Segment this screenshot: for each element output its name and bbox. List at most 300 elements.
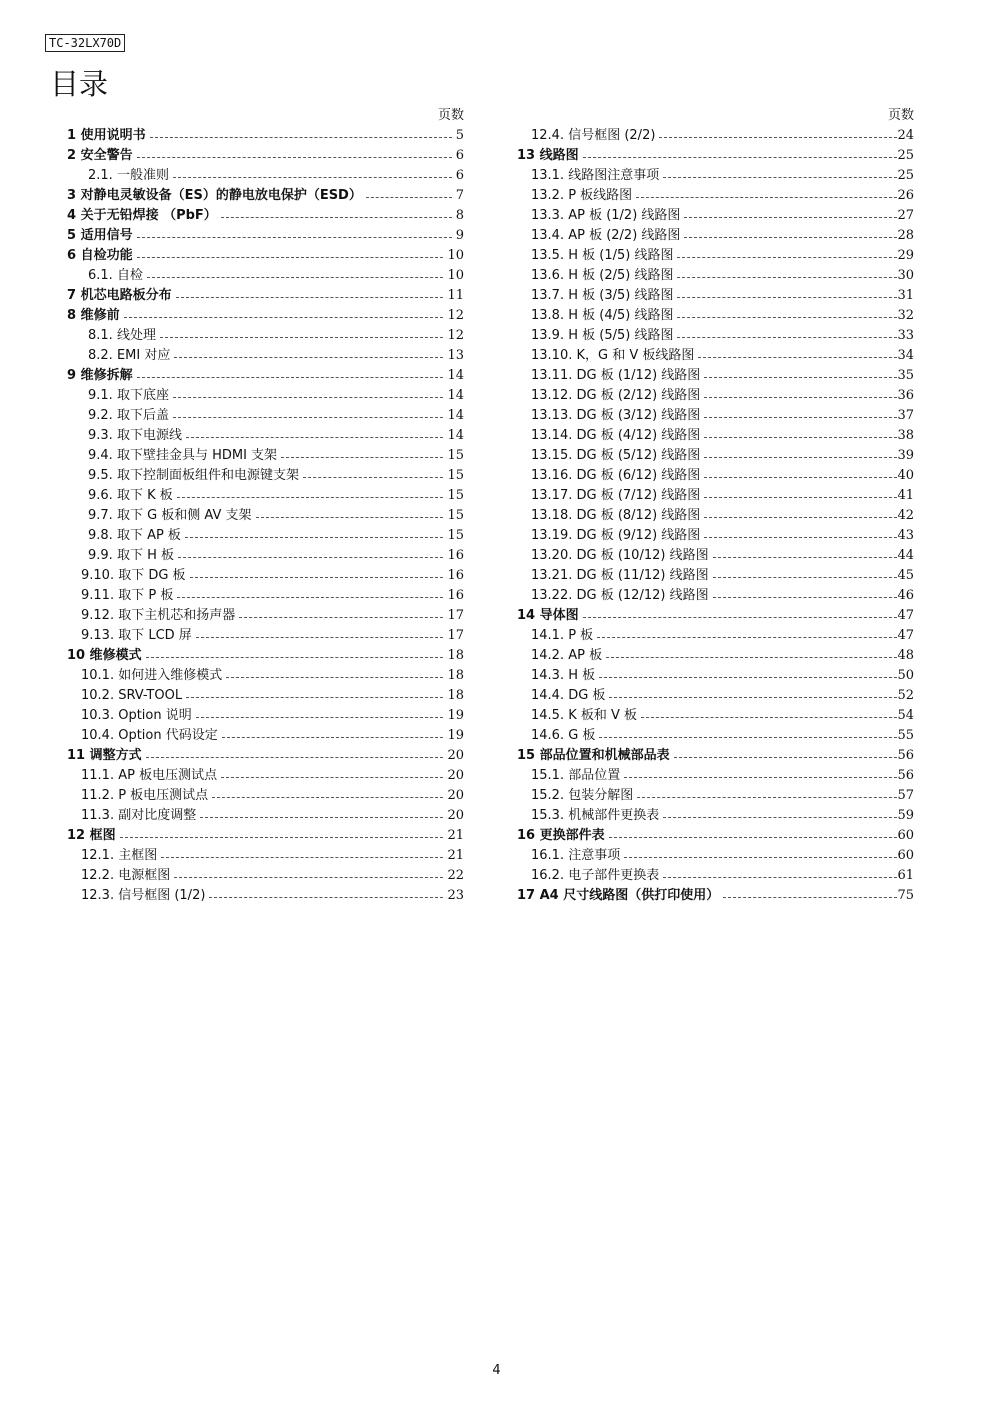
- dot-leader: [161, 856, 443, 858]
- toc-entry[interactable]: [62, 666, 464, 686]
- dot-leader: [624, 776, 897, 778]
- toc-entry-title: 13.17. DG 板 (7/12) 线路图: [531, 488, 701, 503]
- toc-entry[interactable]: [512, 306, 914, 326]
- toc-entry[interactable]: [62, 206, 464, 226]
- dot-leader: [684, 236, 897, 238]
- dot-leader: [713, 576, 898, 578]
- toc-entry[interactable]: [512, 706, 914, 726]
- dot-leader: [641, 716, 897, 718]
- dot-leader: [713, 596, 898, 598]
- toc-entry-title: 13.15. DG 板 (5/12) 线路图: [531, 448, 701, 463]
- toc-entry[interactable]: [512, 546, 914, 566]
- dot-leader: [186, 696, 443, 698]
- dot-leader: [677, 256, 897, 258]
- toc-entry-page: 19: [447, 728, 464, 743]
- dot-leader: [200, 816, 443, 818]
- toc-entry-title: 10.3. Option 说明: [81, 708, 192, 723]
- toc-entry-page: 16: [447, 588, 464, 603]
- toc-entry[interactable]: [512, 486, 914, 506]
- toc-entry[interactable]: [512, 606, 914, 626]
- dot-leader: [609, 696, 897, 698]
- toc-entry[interactable]: [62, 166, 464, 186]
- dot-leader: [174, 356, 443, 358]
- toc-entry[interactable]: [62, 706, 464, 726]
- toc-entry-title: 9.9. 取下 H 板: [88, 548, 174, 563]
- toc-entry-title: 9 维修拆解: [67, 368, 133, 383]
- dot-leader: [137, 236, 452, 238]
- dot-leader: [174, 876, 443, 878]
- toc-entry-page: 14: [447, 368, 464, 383]
- toc-entry[interactable]: [62, 266, 464, 286]
- toc-entry-title: 13.21. DG 板 (11/12) 线路图: [531, 568, 709, 583]
- toc-entry-page: 36: [897, 388, 914, 403]
- toc-entry-title: 12 框图: [67, 828, 116, 843]
- toc-entry[interactable]: [62, 466, 464, 486]
- toc-entry-page: 18: [447, 668, 464, 683]
- toc-entry-page: 22: [447, 868, 464, 883]
- toc-entry-title: 13.2. P 板线路图: [531, 188, 633, 203]
- dot-leader: [659, 136, 897, 138]
- toc-entry-title: 13.13. DG 板 (3/12) 线路图: [531, 408, 701, 423]
- toc-entry-page: 6: [455, 148, 464, 163]
- dot-leader: [124, 316, 444, 318]
- toc-entry-page: 60: [897, 848, 914, 863]
- toc-entry[interactable]: [512, 386, 914, 406]
- toc-entry-title: 12.2. 电源框图: [81, 868, 171, 883]
- toc-entry-page: 34: [897, 348, 914, 363]
- dot-leader: [704, 396, 897, 398]
- toc-entry-title: 10.4. Option 代码设定: [81, 728, 218, 743]
- dot-leader: [176, 296, 444, 298]
- toc-entry[interactable]: [512, 366, 914, 386]
- page-title: 目录: [50, 67, 109, 101]
- dot-leader: [606, 656, 897, 658]
- toc-entry[interactable]: [512, 506, 914, 526]
- toc-entry-page: 5: [455, 128, 464, 143]
- dot-leader: [150, 136, 452, 138]
- toc-entry-page: 75: [897, 888, 914, 903]
- dot-leader: [704, 536, 897, 538]
- toc-entry-page: 55: [897, 728, 914, 743]
- toc-entry[interactable]: [62, 446, 464, 466]
- toc-entry-title: 1 使用说明书: [67, 128, 146, 143]
- toc-entry-page: 54: [897, 708, 914, 723]
- toc-entry-page: 45: [897, 568, 914, 583]
- toc-entry-page: 16: [447, 548, 464, 563]
- toc-entry-title: 11.1. AP 板电压测试点: [81, 768, 218, 783]
- toc-entry-page: 41: [897, 488, 914, 503]
- toc-entry-page: 12: [447, 328, 464, 343]
- dot-leader: [704, 416, 897, 418]
- toc-entry-title: 11.2. P 板电压测试点: [81, 788, 209, 803]
- toc-entry[interactable]: [512, 746, 914, 766]
- toc-entry-page: 15: [447, 488, 464, 503]
- toc-entry-title: 7 机芯电路板分布: [67, 288, 172, 303]
- toc-entry-page: 20: [447, 788, 464, 803]
- toc-entry[interactable]: [62, 526, 464, 546]
- dot-leader: [137, 156, 452, 158]
- toc-entry[interactable]: [512, 786, 914, 806]
- toc-entry[interactable]: [62, 606, 464, 626]
- dot-leader: [239, 616, 443, 618]
- dot-leader: [196, 716, 444, 718]
- toc-entry[interactable]: [62, 586, 464, 606]
- toc-entry[interactable]: [512, 566, 914, 586]
- toc-entry-page: 26: [897, 188, 914, 203]
- toc-entry[interactable]: [62, 386, 464, 406]
- toc-entry[interactable]: [62, 286, 464, 306]
- toc-entry-page: 20: [447, 748, 464, 763]
- toc-entry-title: 2 安全警告: [67, 148, 133, 163]
- toc-entry[interactable]: [62, 886, 464, 906]
- toc-entry-page: 56: [897, 768, 914, 783]
- toc-entry-title: 14.2. AP 板: [531, 648, 603, 663]
- toc-entry-title: 9.4. 取下壁挂金具与 HDMI 支架: [88, 448, 278, 463]
- toc-entry-title: 13.20. DG 板 (10/12) 线路图: [531, 548, 709, 563]
- toc-entry-page: 31: [897, 288, 914, 303]
- dot-leader: [674, 756, 898, 758]
- toc-entry[interactable]: [62, 746, 464, 766]
- model-number-box: TC-32LX70D: [45, 34, 125, 52]
- dot-leader: [684, 216, 897, 218]
- toc-entry[interactable]: [62, 246, 464, 266]
- toc-entry[interactable]: [512, 766, 914, 786]
- toc-entry[interactable]: [512, 286, 914, 306]
- toc-entry-page: 37: [897, 408, 914, 423]
- toc-entry[interactable]: [512, 326, 914, 346]
- toc-entry[interactable]: [62, 146, 464, 166]
- toc-entry-title: 5 适用信号: [67, 228, 133, 243]
- toc-entry-page: 24: [897, 128, 914, 143]
- toc-entry[interactable]: [512, 726, 914, 746]
- toc-entry-page: 10: [447, 268, 464, 283]
- toc-entry-title: 9.6. 取下 K 板: [88, 488, 173, 503]
- toc-entry-page: 21: [447, 848, 464, 863]
- toc-entry-page: 14: [447, 408, 464, 423]
- dot-leader: [704, 436, 897, 438]
- toc-entry-title: 10.2. SRV-TOOL: [81, 688, 183, 703]
- toc-entry-title: 9.1. 取下底座: [88, 388, 169, 403]
- dot-leader: [173, 396, 444, 398]
- toc-entry-page: 20: [447, 768, 464, 783]
- toc-entry[interactable]: [512, 446, 914, 466]
- dot-leader: [226, 676, 443, 678]
- toc-entry[interactable]: [512, 846, 914, 866]
- toc-entry-page: 29: [897, 248, 914, 263]
- dot-leader: [704, 496, 897, 498]
- dot-leader: [147, 276, 444, 278]
- toc-entry[interactable]: [62, 566, 464, 586]
- toc-entry-title: 9.11. 取下 P 板: [81, 588, 174, 603]
- dot-leader: [677, 296, 897, 298]
- dot-leader: [599, 736, 897, 738]
- toc-entry[interactable]: [512, 186, 914, 206]
- toc-entry-page: 6: [455, 168, 464, 183]
- toc-entry[interactable]: [62, 646, 464, 666]
- toc-entry-page: 14: [447, 388, 464, 403]
- dot-leader: [677, 316, 897, 318]
- toc-entry-page: 47: [897, 628, 914, 643]
- dot-leader: [636, 196, 897, 198]
- toc-entry-page: 27: [897, 208, 914, 223]
- dot-leader: [173, 416, 444, 418]
- dot-leader: [704, 456, 897, 458]
- toc-entry-page: 16: [447, 568, 464, 583]
- toc-entry-title: 14.1. P 板: [531, 628, 594, 643]
- toc-entry[interactable]: [512, 266, 914, 286]
- toc-entry[interactable]: [62, 326, 464, 346]
- dot-leader: [663, 876, 897, 878]
- toc-entry[interactable]: [512, 346, 914, 366]
- toc-entry-page: 47: [897, 608, 914, 623]
- toc-entry-title: 13.14. DG 板 (4/12) 线路图: [531, 428, 701, 443]
- toc-entry-title: 9.3. 取下电源线: [88, 428, 182, 443]
- toc-entry-title: 15.1. 部品位置: [531, 768, 621, 783]
- toc-entry[interactable]: [62, 346, 464, 366]
- toc-entry-page: 39: [897, 448, 914, 463]
- toc-entry-title: 15.2. 包装分解图: [531, 788, 634, 803]
- toc-entry[interactable]: [512, 586, 914, 606]
- dot-leader: [597, 636, 897, 638]
- toc-entry-page: 21: [447, 828, 464, 843]
- dot-leader: [222, 736, 444, 738]
- dot-leader: [120, 836, 444, 838]
- toc-entry[interactable]: [512, 826, 914, 846]
- toc-entry-title: 13.18. DG 板 (8/12) 线路图: [531, 508, 701, 523]
- dot-leader: [583, 616, 898, 618]
- toc-entry-title: 14 导体图: [517, 608, 579, 623]
- toc-entry-title: 11.3. 副对比度调整: [81, 808, 197, 823]
- toc-entry[interactable]: [62, 126, 464, 146]
- page-column-header: 页数: [887, 108, 914, 123]
- toc-entry-title: 13.8. H 板 (4/5) 线路图: [531, 308, 674, 323]
- toc-entry-page: 61: [897, 868, 914, 883]
- toc-entry-title: 12.3. 信号框图 (1/2): [81, 888, 206, 903]
- toc-entry-title: 13.1. 线路图注意事项: [531, 168, 660, 183]
- toc-entry-page: 56: [897, 748, 914, 763]
- toc-entry-title: 15 部品位置和机械部品表: [517, 748, 670, 763]
- toc-entry-page: 30: [897, 268, 914, 283]
- toc-entry[interactable]: [62, 726, 464, 746]
- toc-entry-title: 12.1. 主框图: [81, 848, 158, 863]
- toc-entry-page: 8: [455, 208, 464, 223]
- toc-entry-page: 46: [897, 588, 914, 603]
- toc-entry-page: 17: [447, 628, 464, 643]
- dot-leader: [209, 896, 443, 898]
- toc-entry-title: 13.22. DG 板 (12/12) 线路图: [531, 588, 709, 603]
- toc-entry-title: 6 自检功能: [67, 248, 133, 263]
- toc-entry-page: 7: [455, 188, 464, 203]
- toc-entry[interactable]: [512, 426, 914, 446]
- toc-entry-page: 50: [897, 668, 914, 683]
- toc-entry[interactable]: [512, 806, 914, 826]
- toc-entry[interactable]: [512, 686, 914, 706]
- toc-entry-page: 9: [455, 228, 464, 243]
- toc-entry-page: 48: [897, 648, 914, 663]
- toc-entry[interactable]: [62, 306, 464, 326]
- toc-entry[interactable]: [512, 206, 914, 226]
- toc-entry[interactable]: [62, 546, 464, 566]
- toc-entry-title: 15.3. 机械部件更换表: [531, 808, 660, 823]
- toc-entry-title: 9.2. 取下后盖: [88, 408, 169, 423]
- toc-entry-title: 14.5. K 板和 V 板: [531, 708, 638, 723]
- toc-entry-title: 14.4. DG 板: [531, 688, 606, 703]
- toc-entry[interactable]: [62, 486, 464, 506]
- toc-entry-page: 13: [447, 348, 464, 363]
- toc-entry-title: 14.6. G 板: [531, 728, 596, 743]
- toc-entry-page: 43: [897, 528, 914, 543]
- dot-leader: [177, 496, 444, 498]
- toc-entry-title: 16 更换部件表: [517, 828, 605, 843]
- toc-entry-page: 44: [897, 548, 914, 563]
- dot-leader: [146, 656, 444, 658]
- toc-entry-title: 9.12. 取下主机芯和扬声器: [81, 608, 236, 623]
- toc-entry-title: 13 线路图: [517, 148, 579, 163]
- toc-entry-page: 32: [897, 308, 914, 323]
- toc-entry-page: 52: [897, 688, 914, 703]
- toc-entry-title: 13.19. DG 板 (9/12) 线路图: [531, 528, 701, 543]
- toc-entry[interactable]: [62, 226, 464, 246]
- toc-entry-page: 60: [897, 828, 914, 843]
- toc-entry-title: 9.13. 取下 LCD 屏: [81, 628, 192, 643]
- toc-entry-title: 9.5. 取下控制面板组件和电源键支架: [88, 468, 299, 483]
- toc-entry[interactable]: [512, 166, 914, 186]
- toc-entry-title: 8 维修前: [67, 308, 120, 323]
- dot-leader: [663, 176, 897, 178]
- toc-entry[interactable]: [62, 866, 464, 886]
- toc-entry-page: 23: [447, 888, 464, 903]
- toc-entry-title: 8.2. EMI 对应: [88, 348, 171, 363]
- dot-leader: [637, 796, 897, 798]
- toc-entry[interactable]: [62, 506, 464, 526]
- toc-entry[interactable]: [62, 766, 464, 786]
- toc-entry-page: 59: [897, 808, 914, 823]
- toc-entry-title: 10.1. 如何进入维修模式: [81, 668, 223, 683]
- dot-leader: [196, 636, 444, 638]
- dot-leader: [256, 516, 444, 518]
- toc-entry-title: 16.2. 电子部件更换表: [531, 868, 660, 883]
- toc-entry[interactable]: [512, 526, 914, 546]
- dot-leader: [677, 276, 897, 278]
- toc-entry-page: 25: [897, 168, 914, 183]
- dot-leader: [713, 556, 898, 558]
- toc-entry[interactable]: [62, 366, 464, 386]
- toc-entry[interactable]: [62, 426, 464, 446]
- toc-entry[interactable]: [62, 846, 464, 866]
- toc-entry-title: 10 维修模式: [67, 648, 142, 663]
- dot-leader: [723, 896, 897, 898]
- toc-entry-title: 9.8. 取下 AP 板: [88, 528, 181, 543]
- dot-leader: [704, 476, 897, 478]
- toc-column-right: [512, 106, 914, 906]
- dot-leader: [599, 676, 897, 678]
- toc-entry-page: 42: [897, 508, 914, 523]
- toc-entry[interactable]: [62, 826, 464, 846]
- dot-leader: [137, 376, 444, 378]
- toc-entry-page: 20: [447, 808, 464, 823]
- toc-entry[interactable]: [512, 866, 914, 886]
- toc-entry[interactable]: [512, 666, 914, 686]
- toc-entry-title: 13.7. H 板 (3/5) 线路图: [531, 288, 674, 303]
- dot-leader: [178, 556, 443, 558]
- dot-leader: [137, 256, 444, 258]
- toc-entry-page: 18: [447, 688, 464, 703]
- toc-entry[interactable]: [62, 186, 464, 206]
- toc-entry-title: 16.1. 注意事项: [531, 848, 621, 863]
- toc-entry-title: 4 关于无铅焊接 （PbF）: [67, 208, 217, 223]
- dot-leader: [185, 536, 444, 538]
- dot-leader: [303, 476, 444, 478]
- toc-entry-page: 15: [447, 528, 464, 543]
- toc-entry[interactable]: [512, 646, 914, 666]
- toc-entry-title: 13.11. DG 板 (1/12) 线路图: [531, 368, 701, 383]
- toc-entry-title: 13.3. AP 板 (1/2) 线路图: [531, 208, 681, 223]
- dot-leader: [212, 796, 443, 798]
- dot-leader: [698, 356, 897, 358]
- toc-entry-title: 13.12. DG 板 (2/12) 线路图: [531, 388, 701, 403]
- toc-entry-page: 35: [897, 368, 914, 383]
- toc-entry[interactable]: [512, 146, 914, 166]
- toc-entry[interactable]: [62, 626, 464, 646]
- toc-entry-title: 17 A4 尺寸线路图（供打印使用）: [517, 888, 720, 903]
- toc-entry-title: 8.1. 线处理: [88, 328, 156, 343]
- toc-entry[interactable]: [512, 886, 914, 906]
- toc-entry-title: 11 调整方式: [67, 748, 142, 763]
- toc-entry[interactable]: [512, 466, 914, 486]
- toc-entry-page: 57: [897, 788, 914, 803]
- toc-entry-page: 33: [897, 328, 914, 343]
- page-column-header: 页数: [437, 108, 464, 123]
- dot-leader: [583, 156, 898, 158]
- toc-entry-title: 12.4. 信号框图 (2/2): [531, 128, 656, 143]
- dot-leader: [221, 776, 443, 778]
- toc-column-left: [62, 106, 464, 906]
- toc-entry[interactable]: [512, 126, 914, 146]
- toc-entry-title: 9.10. 取下 DG 板: [81, 568, 186, 583]
- toc-entry-title: 13.4. AP 板 (2/2) 线路图: [531, 228, 681, 243]
- toc-entry[interactable]: [512, 226, 914, 246]
- dot-leader: [146, 756, 444, 758]
- toc-entry-page: 38: [897, 428, 914, 443]
- toc-entry-title: 6.1. 自检: [88, 268, 143, 283]
- dot-leader: [173, 176, 452, 178]
- dot-leader: [366, 196, 452, 198]
- dot-leader: [160, 336, 444, 338]
- dot-leader: [221, 216, 452, 218]
- dot-leader: [624, 856, 897, 858]
- toc-entry[interactable]: [62, 806, 464, 826]
- toc-entry-page: 15: [447, 508, 464, 523]
- toc-entry-page: 15: [447, 468, 464, 483]
- toc-entry-page: 15: [447, 448, 464, 463]
- toc-entry-page: 18: [447, 648, 464, 663]
- toc-entry-title: 13.16. DG 板 (6/12) 线路图: [531, 468, 701, 483]
- toc-entry[interactable]: [512, 626, 914, 646]
- toc-entry-title: 14.3. H 板: [531, 668, 596, 683]
- dot-leader: [704, 516, 897, 518]
- toc-entry-page: 14: [447, 428, 464, 443]
- toc-entry-title: 13.10. K，G 和 V 板线路图: [531, 348, 695, 363]
- toc-entry-page: 19: [447, 708, 464, 723]
- toc-entry-title: 13.6. H 板 (2/5) 线路图: [531, 268, 674, 283]
- toc-entry[interactable]: [62, 406, 464, 426]
- dot-leader: [190, 576, 444, 578]
- toc-entry[interactable]: [512, 246, 914, 266]
- toc-entry[interactable]: [512, 406, 914, 426]
- toc-entry[interactable]: [62, 786, 464, 806]
- toc-entry[interactable]: [62, 686, 464, 706]
- toc-entry-page: 28: [897, 228, 914, 243]
